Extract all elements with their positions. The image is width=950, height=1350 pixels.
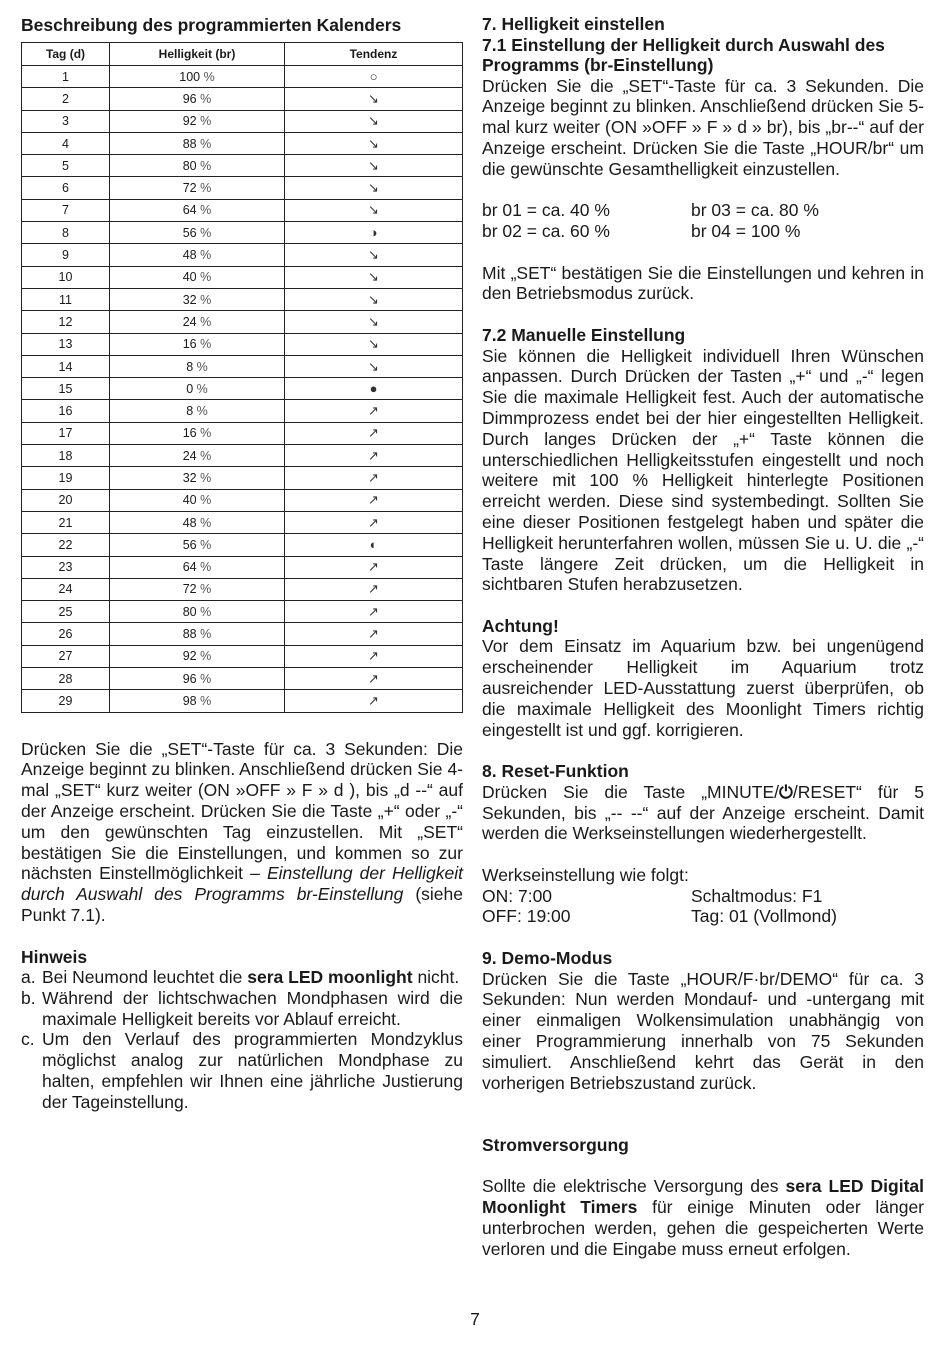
brightness-cell (110, 445, 285, 467)
day-cell: 25 (22, 601, 110, 623)
brightness-value: 100 (179, 69, 201, 84)
strom-post: für einige Minuten oder länger unterbrochen werden, gehen die gespeicherten Werte verloren und die Eingabe muss erneut erfolgen. (482, 1197, 925, 1259)
brightness-cell (110, 177, 285, 199)
day-cell: 19 (22, 467, 110, 489)
percent-sign: % (200, 136, 212, 151)
percent-sign: % (200, 560, 212, 575)
left-column (21, 14, 463, 1113)
day-cell: 3 (22, 110, 110, 132)
table-row (22, 378, 463, 400)
brightness-value: 0 (186, 381, 194, 396)
brightness-value: 92 (182, 649, 197, 664)
brightness-cell (110, 467, 285, 489)
percent-sign: % (200, 582, 212, 597)
brightness-cell (110, 266, 285, 288)
trend-icon: ↗ (285, 623, 463, 645)
brightness-cell (110, 578, 285, 600)
table-row (22, 110, 463, 132)
brightness-value: 40 (182, 493, 197, 508)
table-row (22, 645, 463, 667)
brightness-value: 64 (182, 203, 197, 218)
day-setting-paragraph (21, 739, 463, 926)
table-row (22, 556, 463, 578)
trend-icon: ↘ (285, 177, 463, 199)
table-row (22, 132, 463, 154)
trend-icon: ↘ (285, 132, 463, 154)
trend-icon: ↘ (285, 333, 463, 355)
day-cell: 27 (22, 645, 110, 667)
brightness-value: 88 (182, 136, 197, 151)
strom-bold: sera LED Digital Moonlight Timers (482, 1176, 924, 1218)
brightness-cell (110, 534, 285, 556)
day-cell: 4 (22, 132, 110, 154)
brightness-value: 96 (182, 91, 197, 106)
day-cell: 5 (22, 155, 110, 177)
day-cell: 2 (22, 88, 110, 110)
item-text: Während der lichtschwachen Mondphasen wird die maximale Helligkeit bereits vor Ablauf erreicht. (42, 987, 463, 1029)
table-row (22, 66, 463, 88)
item-a-post: nicht. (412, 967, 460, 988)
brightness-cell (110, 601, 285, 623)
trend-icon: ↗ (285, 668, 463, 690)
percent-sign: % (200, 314, 212, 329)
brightness-value: 32 (182, 292, 197, 307)
br-values-row-2 (482, 221, 924, 242)
percent-sign: % (200, 671, 212, 686)
item-marker: c. (21, 1029, 35, 1050)
brightness-cell (110, 155, 285, 177)
day-cell: 24 (22, 578, 110, 600)
werk-mode: Schaltmodus: F1 (691, 885, 823, 906)
power-icon: ⏻ (779, 781, 793, 802)
brightness-cell (110, 88, 285, 110)
table-row (22, 199, 463, 221)
trend-icon: ↘ (285, 199, 463, 221)
brightness-cell (110, 690, 285, 712)
calendar-table (21, 42, 463, 713)
brightness-value: 64 (182, 560, 197, 575)
trend-icon: ↗ (285, 556, 463, 578)
day-cell: 22 (22, 534, 110, 556)
trend-icon: ↗ (285, 400, 463, 422)
percent-sign: % (200, 627, 212, 642)
strom-pre: Sollte die elektrische Versorgung des (482, 1176, 786, 1197)
table-row (22, 177, 463, 199)
trend-icon: ↗ (285, 467, 463, 489)
trend-icon: ↗ (285, 445, 463, 467)
brightness-value: 16 (182, 426, 197, 441)
table-row (22, 489, 463, 511)
item-a-pre: Bei Neumond leuchtet die (42, 967, 248, 988)
table-row (22, 578, 463, 600)
hinweis-heading: Hinweis (21, 946, 88, 967)
trend-icon: ↗ (285, 422, 463, 444)
percent-sign: % (200, 604, 212, 619)
brightness-value: 96 (182, 671, 197, 686)
day-cell: 10 (22, 266, 110, 288)
brightness-value: 72 (182, 582, 197, 597)
day-cell: 8 (22, 222, 110, 244)
section-71-heading: 7.1 Einstellung der Helligkeit durch Auswahl des Programms (br-Einstellung) (482, 34, 885, 75)
section-9-heading: 9. Demo-Modus (482, 948, 613, 969)
hinweis-item-b (21, 988, 463, 1030)
brightness-cell (110, 244, 285, 266)
trend-icon: ↗ (285, 578, 463, 600)
day-cell: 17 (22, 422, 110, 444)
day-cell: 21 (22, 511, 110, 533)
percent-sign: % (200, 693, 212, 708)
werk-row-1 (482, 886, 924, 907)
day-cell: 23 (22, 556, 110, 578)
table-row (22, 623, 463, 645)
brightness-cell (110, 489, 285, 511)
table-row (22, 266, 463, 288)
day-cell: 6 (22, 177, 110, 199)
day-setting-text: Drücken Sie die „SET“-Taste für ca. 3 Sekunden: Die Anzeige beginnt zu blinken. Anschließend drücken Sie 4-mal „SET“ kurz weiter (ON »OFF » F » d ), bis „d --“ auf der Anzeige erscheint. Drücken Sie die Taste „+“ oder „-“ um den gewünschten Tag einzustellen. Mit „SET“ bestätigen Sie die Einstellungen, und kommen so zur nächsten Einstellmöglichkeit – (21, 738, 463, 884)
brightness-value: 48 (182, 248, 197, 263)
day-cell: 9 (22, 244, 110, 266)
brightness-cell (110, 311, 285, 333)
reset-text-pre: Drücken Sie die Taste „MINUTE/ (482, 781, 779, 802)
brightness-value: 88 (182, 627, 197, 642)
br-values-row-1 (482, 200, 924, 221)
werk-off: OFF: 19:00 (482, 906, 571, 927)
day-cell: 15 (22, 378, 110, 400)
achtung-text: Vor dem Einsatz im Aquarium bzw. bei ungenügend erscheinender Helligkeit im Aquarium trotz ausreichender LED-Ausstattung zuerst überprüfen, ob die maximale Helligkeit des Moonlight Timers richtig eingestellt ist und ggf. korrigieren. (482, 636, 924, 740)
percent-sign: % (200, 649, 212, 664)
brightness-value: 92 (182, 114, 197, 129)
table-row (22, 422, 463, 444)
percent-sign: % (200, 337, 212, 352)
day-cell: 14 (22, 355, 110, 377)
brightness-cell (110, 66, 285, 88)
percent-sign: % (200, 426, 212, 441)
brightness-cell (110, 422, 285, 444)
brightness-value: 16 (182, 337, 197, 352)
brightness-cell (110, 668, 285, 690)
percent-sign: % (200, 114, 212, 129)
brightness-cell (110, 645, 285, 667)
header-trend: Tendenz (285, 43, 463, 66)
brightness-cell (110, 400, 285, 422)
trend-icon: ↘ (285, 288, 463, 310)
brightness-cell (110, 378, 285, 400)
trend-icon: ● (285, 378, 463, 400)
table-row (22, 333, 463, 355)
percent-sign: % (200, 493, 212, 508)
percent-sign: % (200, 158, 212, 173)
trend-icon: ↗ (285, 511, 463, 533)
brightness-value: 80 (182, 158, 197, 173)
table-row (22, 400, 463, 422)
item-marker: b. (21, 987, 36, 1008)
brightness-cell (110, 556, 285, 578)
br01-value: br 01 = ca. 40 % (482, 200, 610, 221)
trend-icon: ◑ (285, 222, 463, 244)
brightness-cell (110, 132, 285, 154)
table-row (22, 445, 463, 467)
table-row (22, 222, 463, 244)
percent-sign: % (196, 381, 208, 396)
right-column (482, 14, 924, 1259)
trend-icon: ↗ (285, 489, 463, 511)
item-a-bold: sera LED moonlight (247, 967, 413, 988)
trend-icon: ↘ (285, 355, 463, 377)
strom-heading: Stromversorgung (482, 1134, 629, 1155)
trend-icon: ↘ (285, 88, 463, 110)
brightness-value: 8 (186, 404, 194, 419)
day-cell: 18 (22, 445, 110, 467)
day-setting-italic: Einstellung der Helligkeit durch Auswahl des Programms br-Einstellung (21, 863, 463, 905)
percent-sign: % (200, 270, 212, 285)
table-row (22, 601, 463, 623)
trend-icon: ↘ (285, 311, 463, 333)
day-cell: 1 (22, 66, 110, 88)
brightness-cell (110, 222, 285, 244)
table-row (22, 534, 463, 556)
percent-sign: % (200, 181, 212, 196)
brightness-value: 48 (182, 515, 197, 530)
calendar-title: Beschreibung des programmierten Kalenders (21, 15, 402, 35)
day-cell: 7 (22, 199, 110, 221)
percent-sign: % (200, 470, 212, 485)
werk-row-2 (482, 906, 924, 927)
werk-tag: Tag: 01 (Vollmond) (691, 906, 837, 927)
trend-icon: ○ (285, 66, 463, 88)
percent-sign: % (200, 292, 212, 307)
brightness-value: 8 (186, 359, 194, 374)
hinweis-item-a (21, 967, 463, 988)
percent-sign: % (200, 537, 212, 552)
section-7-heading: 7. Helligkeit einstellen (482, 14, 665, 34)
table-row (22, 690, 463, 712)
percent-sign: % (200, 248, 212, 263)
percent-sign: % (200, 448, 212, 463)
trend-icon: ↗ (285, 690, 463, 712)
brightness-cell (110, 355, 285, 377)
header-day: Tag (d) (22, 43, 110, 66)
item-marker: a. (21, 967, 36, 988)
table-row (22, 467, 463, 489)
table-row (22, 511, 463, 533)
section-71-text: Drücken Sie die „SET“-Taste für ca. 3 Sekunden. Die Anzeige beginnt zu blinken. Anschließend drücken Sie 5-mal kurz weiter (ON »OFF » F » d » br), bis „br--“ auf der Anzeige erscheint. Drücken Sie die Taste „HOUR/br“ um die gewünschte Gesamthelligkeit einzustellen. (482, 75, 924, 179)
trend-icon: ↗ (285, 645, 463, 667)
werk-on: ON: 7:00 (482, 885, 553, 906)
brightness-cell (110, 623, 285, 645)
brightness-value: 40 (182, 270, 197, 285)
trend-icon: ↗ (285, 601, 463, 623)
section-71-confirm: Mit „SET“ bestätigen Sie die Einstellungen und kehren in den Betriebsmodus zurück. (482, 262, 924, 304)
percent-sign: % (196, 404, 208, 419)
br02-value: br 02 = ca. 60 % (482, 221, 610, 242)
table-row (22, 355, 463, 377)
percent-sign: % (200, 203, 212, 218)
brightness-cell (110, 511, 285, 533)
brightness-cell (110, 199, 285, 221)
day-setting-tail: (siehe Punkt 7.1). (21, 884, 463, 925)
brightness-value: 98 (182, 693, 197, 708)
br03-value: br 03 = ca. 80 % (691, 200, 819, 221)
percent-sign: % (203, 69, 215, 84)
brightness-value: 56 (182, 225, 197, 240)
trend-icon: ↘ (285, 155, 463, 177)
percent-sign: % (200, 515, 212, 530)
day-cell: 29 (22, 690, 110, 712)
table-row (22, 311, 463, 333)
brightness-cell (110, 333, 285, 355)
table-row (22, 88, 463, 110)
header-brightness: Helligkeit (br) (110, 43, 285, 66)
brightness-cell (110, 288, 285, 310)
table-row (22, 668, 463, 690)
calendar-body (22, 66, 463, 713)
day-cell: 12 (22, 311, 110, 333)
section-8-heading: 8. Reset-Funktion (482, 761, 629, 782)
trend-icon: ↘ (285, 266, 463, 288)
section-72-heading: 7.2 Manuelle Einstellung (482, 325, 686, 346)
day-cell: 28 (22, 668, 110, 690)
brightness-value: 32 (182, 470, 197, 485)
werk-heading: Werkseinstellung wie folgt: (482, 864, 689, 885)
day-cell: 16 (22, 400, 110, 422)
hinweis-item-c (21, 1029, 463, 1112)
page-number: 7 (470, 1309, 480, 1329)
day-cell: 26 (22, 623, 110, 645)
table-header-row (22, 43, 463, 66)
brightness-value: 24 (182, 314, 197, 329)
item-text (42, 967, 463, 988)
day-cell: 20 (22, 489, 110, 511)
table-row (22, 244, 463, 266)
brightness-value: 80 (182, 604, 197, 619)
table-row (22, 288, 463, 310)
section-9-text: Drücken Sie die Taste „HOUR/F·br/DEMO“ für ca. 3 Sekunden: Nun werden Mondauf- und -untergang mit einer einmaligen Wolkensimulation unabhängig von einer Programmierung innerhalb von 75 Sekunden simuliert. Anschließend kehrt das Gerät in den vorherigen Betriebszustand zurück. (482, 968, 924, 1093)
percent-sign: % (200, 91, 212, 106)
percent-sign: % (196, 359, 208, 374)
item-text: Um den Verlauf des programmierten Mondzyklus möglichst analog zur natürlichen Mondphase zu halten, empfehlen wir Ihnen eine jährliche Justierung der Tageinstellung. (42, 1029, 463, 1112)
strom-text (482, 1176, 924, 1259)
brightness-value: 56 (182, 537, 197, 552)
br04-value: br 04 = 100 % (691, 221, 801, 242)
section-72-text: Sie können die Helligkeit individuell Ihren Wünschen anpassen. Durch Drücken der Tasten „+“ und „-“ legen Sie die maximale Helligkeit fest. Auch der automatische Dimmprozess endet bei der hier eingestellten Helligkeit. Durch langes Drücken der „+“ Taste können die unterschiedlichen Helligkeitsstufen eingestellt und noch weitere mit 100 % Helligkeit hinterlegte Positionen erreicht werden. Diese sind systembedingt. Sollten Sie eine dieser Positionen festgelegt haben und später die Helligkeit herunterfahren wollen, müssen Sie u. U. die „-“ Taste längere Zeit drücken, um die Helligkeit in sichtbaren Stufen herabzusetzen. (482, 345, 924, 595)
trend-icon: ↘ (285, 244, 463, 266)
brightness-cell (110, 110, 285, 132)
brightness-value: 24 (182, 448, 197, 463)
percent-sign: % (200, 225, 212, 240)
reset-text-post: /RESET“ für 5 Sekunden, bis „-- --“ auf der Anzeige erscheint. Damit werden die Werkseinstellungen wiederhergestellt. (482, 781, 924, 844)
day-cell: 13 (22, 333, 110, 355)
section-8-text (482, 782, 924, 844)
trend-icon: ◐ (285, 534, 463, 556)
table-row (22, 155, 463, 177)
achtung-heading: Achtung! (482, 615, 559, 636)
trend-icon: ↘ (285, 110, 463, 132)
brightness-value: 72 (182, 181, 197, 196)
day-cell: 11 (22, 288, 110, 310)
